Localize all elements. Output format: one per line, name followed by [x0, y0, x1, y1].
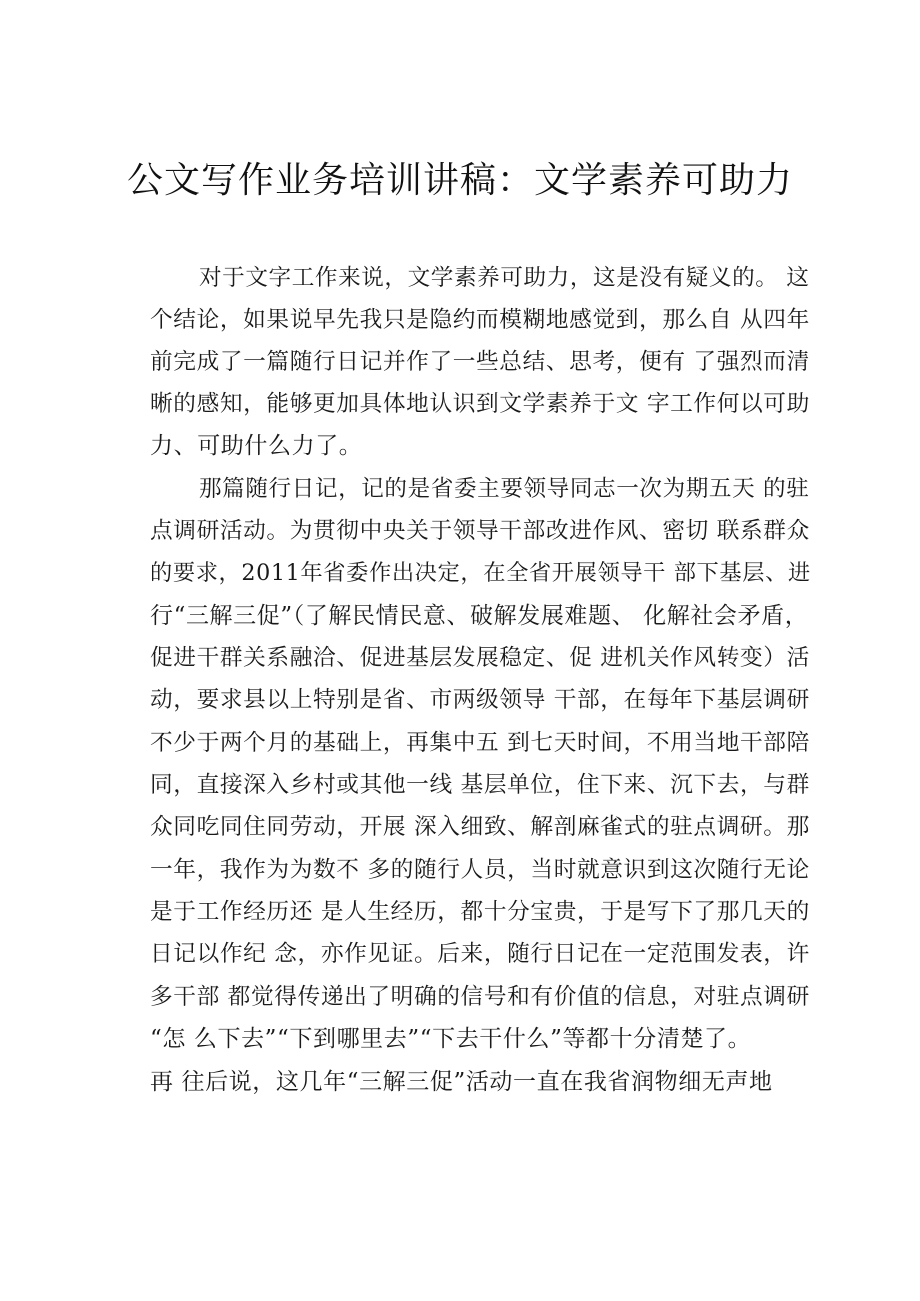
- body-line: 力、可助什么力了。: [150, 433, 363, 459]
- body-line: 行“三解三促”（了解民情民意、破解发展难题、 化解社会矛盾，: [150, 603, 809, 629]
- body-line: 那篇随行日记，记的是省委主要领导同志一次为期五天 的驻: [199, 476, 810, 502]
- body-line: 前完成了一篇随行日记并作了一些总结、思考，便有 了强烈而清: [150, 349, 810, 375]
- body-line: 日记以作纪 念，亦作见证。后来，随行日记在一定范围发表，许: [150, 941, 810, 967]
- body-line: 晰的感知，能够更加具体地认识到文学素养于文 字工作何以可助: [150, 391, 810, 417]
- body-line: 点调研活动。为贯彻中央关于领导干部改进作风、密切 联系群众: [150, 518, 810, 544]
- body-line: 不少于两个月的基础上，再集中五 到七天时间，不用当地干部陪: [150, 730, 810, 756]
- body-line: 一年，我作为为数不 多的随行人员，当时就意识到这次随行无论: [150, 857, 810, 883]
- body-line: 再 往后说，这几年“三解三促”活动一直在我省润物细无声地: [150, 1069, 773, 1095]
- body-line: 动，要求县以上特别是省、市两级领导 干部，在每年下基层调研: [150, 687, 810, 713]
- body-line: 的要求，2011年省委作出决定，在全省开展领导干 部下基层、进: [150, 560, 811, 586]
- body-line: 多干部 都觉得传递出了明确的信号和有价值的信息，对驻点调研: [150, 984, 810, 1010]
- body-line: 个结论，如果说早先我只是隐约而模糊地感觉到，那么自 从四年: [150, 307, 810, 333]
- body-line: “怎 么下去”“下到哪里去”“下去干什么”等都十分清楚了。: [150, 1026, 752, 1052]
- body-line: 是于工作经历还 是人生经历，都十分宝贵，于是写下了那几天的: [150, 899, 810, 925]
- body-line: 促进干群关系融洽、促进基层发展稳定、促 进机关作风转变）活: [150, 645, 810, 671]
- body-line: 众同吃同住同劳动，开展 深入细致、解剖麻雀式的驻点调研。那: [150, 814, 810, 840]
- body-line: 对于文字工作来说，文学素养可助力，这是没有疑义的。 这: [199, 265, 810, 291]
- body-line: 同，直接深入乡村或其他一线 基层单位，住下来、沉下去，与群: [150, 772, 810, 798]
- document-title: 公文写作业务培训讲稿：文学素养可助力: [126, 160, 793, 201]
